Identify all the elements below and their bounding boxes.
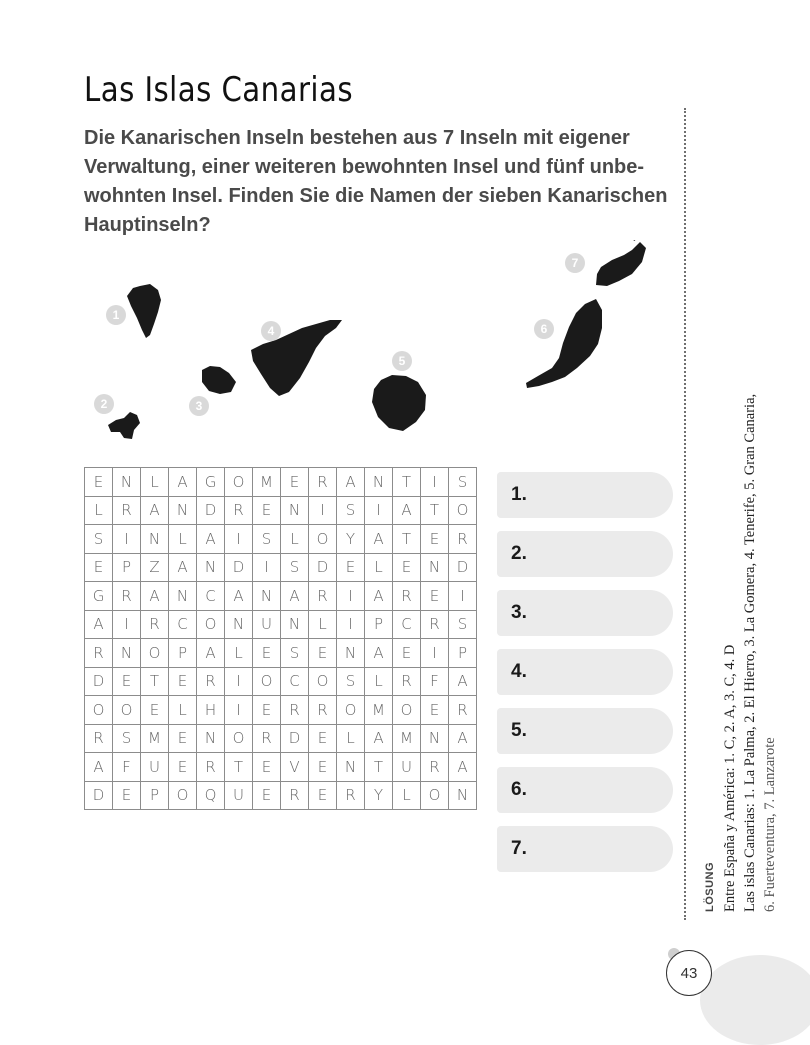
answer-number: 3.	[511, 602, 527, 623]
intro-text: Die Kanarischen Inseln bestehen aus 7 Inseln mit eigener Verwaltung, einer weiteren bewohnten Insel und fünf unbewohnten Insel. Finden Sie die Namen der sieben Kanarischen Hauptinseln?	[84, 127, 668, 236]
grid-cell[interactable]: I	[225, 668, 253, 697]
grid-cell[interactable]: D	[281, 725, 309, 754]
grid-cell[interactable]: N	[169, 497, 197, 526]
grid-cell[interactable]: V	[281, 753, 309, 782]
grid-cell[interactable]: R	[281, 782, 309, 811]
grid-cell[interactable]: O	[309, 668, 337, 697]
grid-cell[interactable]: L	[169, 696, 197, 725]
grid-cell[interactable]: F	[421, 668, 449, 697]
grid-cell[interactable]: I	[225, 696, 253, 725]
svg-text:1: 1	[112, 308, 120, 322]
grid-cell[interactable]: I	[337, 582, 365, 611]
grid-cell[interactable]: L	[393, 782, 421, 811]
grid-cell[interactable]: A	[141, 582, 169, 611]
grid-cell[interactable]: E	[309, 639, 337, 668]
grid-cell[interactable]: R	[225, 497, 253, 526]
grid-cell[interactable]: I	[113, 611, 141, 640]
grid-cell[interactable]: D	[449, 554, 477, 583]
grid-cell[interactable]: A	[197, 639, 225, 668]
grid-cell[interactable]: E	[393, 639, 421, 668]
grid-cell[interactable]: E	[141, 696, 169, 725]
grid-cell[interactable]: R	[281, 696, 309, 725]
grid-cell[interactable]: C	[393, 611, 421, 640]
grid-cell[interactable]: E	[253, 696, 281, 725]
grid-cell[interactable]: M	[253, 468, 281, 497]
grid-cell[interactable]: N	[281, 497, 309, 526]
grid-cell[interactable]: T	[393, 525, 421, 554]
grid-cell[interactable]: U	[225, 782, 253, 811]
grid-cell[interactable]: R	[253, 725, 281, 754]
island-fuerteventura	[526, 299, 602, 388]
grid-cell[interactable]: O	[253, 668, 281, 697]
grid-cell[interactable]: L	[225, 639, 253, 668]
answer-field-5[interactable]	[497, 708, 673, 754]
grid-cell[interactable]: A	[281, 582, 309, 611]
grid-cell[interactable]: A	[225, 582, 253, 611]
page-number: 43	[666, 950, 712, 996]
grid-cell[interactable]: R	[113, 497, 141, 526]
grid-cell[interactable]: U	[253, 611, 281, 640]
grid-cell[interactable]: E	[169, 753, 197, 782]
grid-cell[interactable]: O	[225, 468, 253, 497]
grid-cell[interactable]: E	[253, 753, 281, 782]
grid-cell[interactable]: M	[141, 725, 169, 754]
grid-cell[interactable]: E	[281, 468, 309, 497]
grid-cell[interactable]: N	[421, 725, 449, 754]
island-la-gomera	[202, 366, 236, 394]
grid-cell[interactable]: I	[421, 468, 449, 497]
marker-1	[106, 305, 126, 325]
grid-cell[interactable]: R	[309, 582, 337, 611]
grid-cell[interactable]: R	[337, 782, 365, 811]
grid-cell[interactable]: U	[141, 753, 169, 782]
grid-cell[interactable]: R	[393, 582, 421, 611]
grid-cell[interactable]: L	[141, 468, 169, 497]
grid-cell[interactable]: S	[113, 725, 141, 754]
grid-cell[interactable]: U	[393, 753, 421, 782]
grid-cell[interactable]: A	[449, 725, 477, 754]
grid-cell[interactable]: Y	[365, 782, 393, 811]
grid-cell[interactable]: O	[393, 696, 421, 725]
grid-cell[interactable]: O	[169, 782, 197, 811]
grid-cell[interactable]: G	[197, 468, 225, 497]
solution-line-1: Entre España y América: 1. C, 2. A, 3. C, 4. D	[722, 644, 738, 912]
grid-cell[interactable]: N	[113, 639, 141, 668]
page-corner-decoration	[700, 955, 810, 1045]
marker-7	[565, 253, 585, 273]
grid-cell[interactable]: S	[85, 525, 113, 554]
grid-cell[interactable]: E	[169, 668, 197, 697]
grid-cell[interactable]: M	[365, 696, 393, 725]
grid-cell[interactable]: D	[197, 497, 225, 526]
grid-cell[interactable]: R	[449, 525, 477, 554]
solution-line-2: Las islas Canarias: 1. La Palma, 2. El Hierro, 3. La Gomera, 4. Tenerife, 5. Gran Canaria,	[742, 393, 758, 912]
grid-cell[interactable]: N	[113, 468, 141, 497]
island-lanzarote	[596, 242, 646, 286]
grid-cell[interactable]: A	[169, 468, 197, 497]
grid-cell[interactable]: E	[113, 782, 141, 811]
island-graciosa	[631, 240, 640, 241]
divider-dotted	[684, 108, 686, 920]
grid-cell[interactable]: E	[309, 725, 337, 754]
grid-cell[interactable]: N	[449, 782, 477, 811]
grid-cell[interactable]: A	[365, 725, 393, 754]
grid-cell[interactable]: A	[85, 611, 113, 640]
grid-cell[interactable]: Z	[141, 554, 169, 583]
solution-box	[700, 112, 780, 912]
svg-text:2: 2	[100, 397, 108, 411]
marker-3	[189, 396, 209, 416]
grid-cell[interactable]: N	[281, 611, 309, 640]
grid-cell[interactable]: L	[365, 554, 393, 583]
grid-cell[interactable]: R	[309, 468, 337, 497]
grid-cell[interactable]: L	[281, 525, 309, 554]
grid-cell[interactable]: E	[421, 525, 449, 554]
island-gran-canaria	[372, 375, 426, 431]
grid-cell[interactable]: O	[449, 497, 477, 526]
grid-cell[interactable]: E	[85, 554, 113, 583]
grid-cell[interactable]: O	[141, 639, 169, 668]
grid-cell[interactable]: E	[253, 782, 281, 811]
marker-6	[534, 319, 554, 339]
grid-cell[interactable]: R	[85, 639, 113, 668]
answer-field-7[interactable]	[497, 826, 673, 872]
grid-cell[interactable]: S	[337, 497, 365, 526]
grid-cell[interactable]: I	[253, 554, 281, 583]
grid-cell[interactable]: R	[449, 696, 477, 725]
answer-field-1[interactable]	[497, 472, 673, 518]
grid-cell[interactable]: P	[113, 554, 141, 583]
grid-cell[interactable]: E	[169, 725, 197, 754]
svg-text:7: 7	[571, 256, 579, 270]
grid-cell[interactable]: N	[421, 554, 449, 583]
grid-cell[interactable]: A	[393, 497, 421, 526]
grid-cell[interactable]: S	[449, 611, 477, 640]
grid-cell[interactable]: N	[141, 525, 169, 554]
grid-cell[interactable]: A	[169, 554, 197, 583]
grid-cell[interactable]: N	[337, 753, 365, 782]
grid-cell[interactable]: P	[141, 782, 169, 811]
grid-cell[interactable]: O	[309, 525, 337, 554]
grid-cell[interactable]: A	[365, 582, 393, 611]
grid-cell[interactable]: E	[421, 582, 449, 611]
grid-cell[interactable]: P	[449, 639, 477, 668]
grid-cell[interactable]: O	[225, 725, 253, 754]
grid-cell[interactable]: T	[225, 753, 253, 782]
grid-cell[interactable]: E	[113, 668, 141, 697]
grid-cell[interactable]: N	[337, 639, 365, 668]
grid-cell[interactable]: L	[309, 611, 337, 640]
grid-cell[interactable]: M	[393, 725, 421, 754]
grid-cell[interactable]: S	[253, 525, 281, 554]
grid-cell[interactable]: I	[225, 525, 253, 554]
grid-cell[interactable]: R	[85, 725, 113, 754]
grid-cell[interactable]: E	[421, 696, 449, 725]
grid-cell[interactable]: A	[365, 525, 393, 554]
answer-number: 5.	[511, 720, 527, 741]
grid-cell[interactable]: H	[197, 696, 225, 725]
answer-number: 2.	[511, 543, 527, 564]
svg-text:5: 5	[398, 354, 406, 368]
grid-cell[interactable]: L	[365, 668, 393, 697]
grid-cell[interactable]: A	[337, 468, 365, 497]
grid-cell[interactable]: A	[85, 753, 113, 782]
svg-text:6: 6	[540, 322, 548, 336]
grid-cell[interactable]: S	[449, 468, 477, 497]
grid-cell[interactable]: D	[309, 554, 337, 583]
grid-cell[interactable]: T	[393, 468, 421, 497]
grid-cell[interactable]: D	[85, 782, 113, 811]
grid-cell[interactable]: A	[141, 497, 169, 526]
grid-cell[interactable]: O	[197, 611, 225, 640]
grid-cell[interactable]: A	[365, 639, 393, 668]
grid-cell[interactable]: E	[309, 782, 337, 811]
grid-cell[interactable]: A	[197, 525, 225, 554]
grid-cell[interactable]: R	[197, 668, 225, 697]
grid-cell[interactable]: N	[197, 725, 225, 754]
word-search-grid	[84, 467, 477, 810]
grid-cell[interactable]: Y	[337, 525, 365, 554]
grid-cell[interactable]: E	[309, 753, 337, 782]
answer-field-3[interactable]	[497, 590, 673, 636]
grid-cell[interactable]: T	[365, 753, 393, 782]
grid-cell[interactable]: R	[197, 753, 225, 782]
grid-cell[interactable]: C	[281, 668, 309, 697]
grid-cell[interactable]: T	[141, 668, 169, 697]
grid-cell[interactable]: N	[253, 582, 281, 611]
grid-cell[interactable]: A	[449, 753, 477, 782]
grid-cell[interactable]: Q	[197, 782, 225, 811]
grid-cell[interactable]: G	[85, 582, 113, 611]
grid-cell[interactable]: N	[365, 468, 393, 497]
grid-cell[interactable]: D	[85, 668, 113, 697]
canary-islands-map	[0, 240, 680, 460]
grid-cell[interactable]: F	[113, 753, 141, 782]
solution-heading: LÖSUNG	[704, 861, 716, 912]
grid-cell[interactable]: I	[449, 582, 477, 611]
grid-cell[interactable]: R	[113, 582, 141, 611]
marker-5	[392, 351, 412, 371]
grid-cell[interactable]: R	[421, 611, 449, 640]
answer-number: 6.	[511, 779, 527, 800]
grid-cell[interactable]: C	[197, 582, 225, 611]
grid-cell[interactable]: P	[169, 639, 197, 668]
island-el-hierro	[108, 412, 140, 439]
grid-cell[interactable]: E	[253, 639, 281, 668]
marker-4	[261, 321, 281, 341]
svg-text:3: 3	[195, 399, 203, 413]
grid-cell[interactable]: R	[141, 611, 169, 640]
marker-2	[94, 394, 114, 414]
grid-cell[interactable]: O	[337, 696, 365, 725]
answer-field-2[interactable]	[497, 531, 673, 577]
grid-cell[interactable]: E	[337, 554, 365, 583]
solution-line-3: 6. Fuerteventura, 7. Lanzarote	[762, 737, 778, 912]
grid-cell[interactable]: I	[309, 497, 337, 526]
grid-cell[interactable]: O	[113, 696, 141, 725]
grid-cell[interactable]: P	[365, 611, 393, 640]
grid-cell[interactable]: O	[85, 696, 113, 725]
grid-cell[interactable]: I	[421, 639, 449, 668]
grid-cell[interactable]: S	[281, 639, 309, 668]
grid-cell[interactable]: R	[309, 696, 337, 725]
svg-text:4: 4	[267, 324, 275, 338]
answer-number: 1.	[511, 484, 527, 505]
grid-cell[interactable]: R	[421, 753, 449, 782]
answer-field-4[interactable]	[497, 649, 673, 695]
grid-cell[interactable]: E	[85, 468, 113, 497]
grid-cell[interactable]: N	[169, 582, 197, 611]
grid-cell[interactable]: E	[253, 497, 281, 526]
grid-cell[interactable]: S	[337, 668, 365, 697]
page-title: Las Islas Canarias	[84, 70, 353, 110]
grid-cell[interactable]: N	[225, 611, 253, 640]
grid-cell[interactable]: E	[393, 554, 421, 583]
grid-cell[interactable]: I	[113, 525, 141, 554]
grid-cell[interactable]: T	[421, 497, 449, 526]
answer-number: 4.	[511, 661, 527, 682]
grid-cell[interactable]: R	[393, 668, 421, 697]
island-la-palma	[127, 284, 161, 338]
grid-cell[interactable]: I	[365, 497, 393, 526]
grid-cell[interactable]: I	[337, 611, 365, 640]
grid-cell[interactable]: L	[169, 525, 197, 554]
answer-field-6[interactable]	[497, 767, 673, 813]
grid-cell[interactable]: A	[449, 668, 477, 697]
grid-cell[interactable]: C	[169, 611, 197, 640]
grid-cell[interactable]: S	[281, 554, 309, 583]
grid-cell[interactable]: L	[337, 725, 365, 754]
grid-cell[interactable]: D	[225, 554, 253, 583]
grid-cell[interactable]: N	[197, 554, 225, 583]
grid-cell[interactable]: O	[421, 782, 449, 811]
answer-number: 7.	[511, 838, 527, 859]
grid-cell[interactable]: L	[85, 497, 113, 526]
